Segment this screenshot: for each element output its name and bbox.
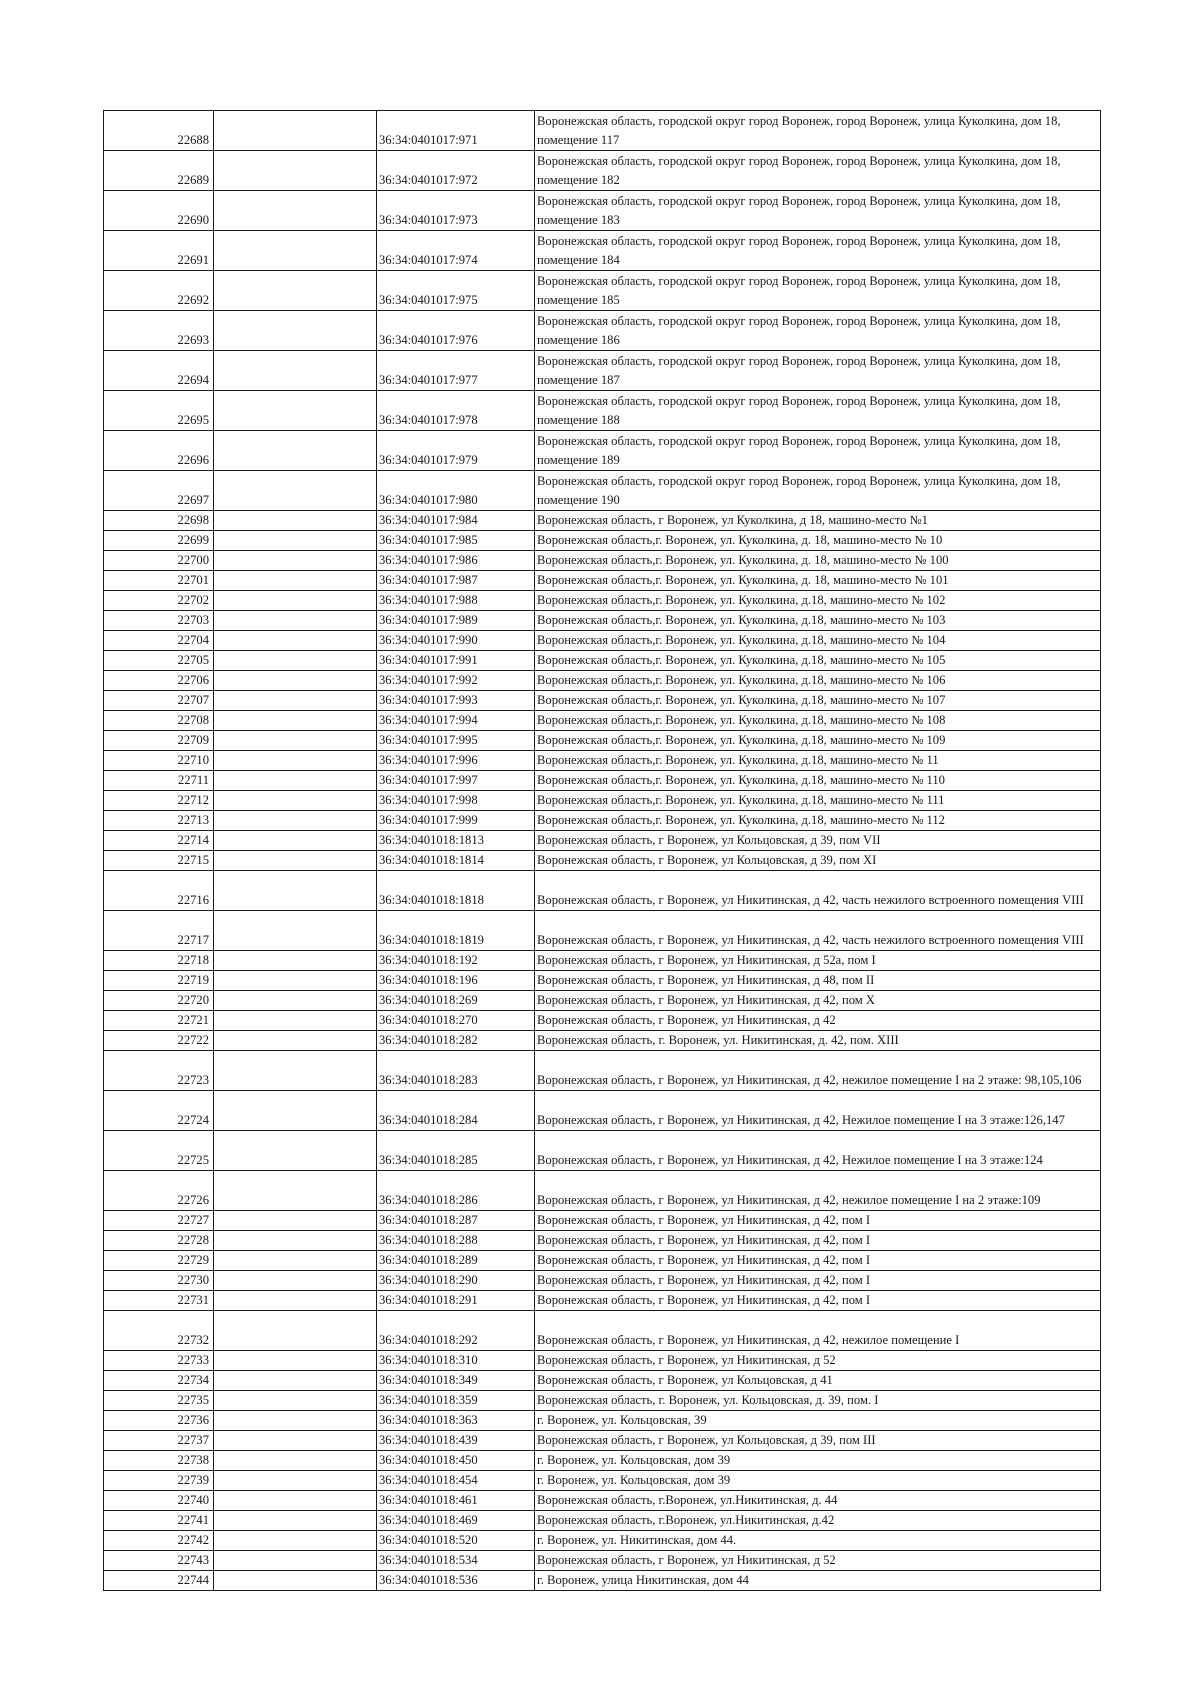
table-row — [104, 1051, 1101, 1091]
empty-cell — [214, 1091, 377, 1131]
cadastral-number-cell: 36:34:0401017:979 — [377, 431, 535, 471]
row-number-cell: 22735 — [104, 1391, 214, 1411]
address-cell: Воронежская область, г Воронеж, ул Никитинская, д 42, пом I — [535, 1271, 1101, 1291]
cadastral-number-cell: 36:34:0401017:977 — [377, 351, 535, 391]
empty-cell — [214, 871, 377, 911]
address-cell: Воронежская область, городской округ город Воронеж, город Воронеж, улица Куколкина, дом 18, помещение 117 — [535, 111, 1101, 151]
table-row — [104, 1011, 1101, 1031]
cadastral-number-cell: 36:34:0401017:978 — [377, 391, 535, 431]
cadastral-number-cell: 36:34:0401017:984 — [377, 511, 535, 531]
empty-cell — [214, 1011, 377, 1031]
address-cell: Воронежская область, г Воронеж, ул Кольцовская, д 41 — [535, 1371, 1101, 1391]
cadastral-number-cell: 36:34:0401017:971 — [377, 111, 535, 151]
empty-cell — [214, 111, 377, 151]
row-number-cell: 22691 — [104, 231, 214, 271]
empty-cell — [214, 271, 377, 311]
address-cell: Воронежская область, г Воронеж, ул Никитинская, д 42, пом I — [535, 1291, 1101, 1311]
address-cell: Воронежская область, г Воронеж, ул Кольцовская, д 39, пом VII — [535, 831, 1101, 851]
cadastral-number-cell: 36:34:0401018:284 — [377, 1091, 535, 1131]
cadastral-number-cell: 36:34:0401018:450 — [377, 1451, 535, 1471]
cadastral-number-cell: 36:34:0401018:285 — [377, 1131, 535, 1171]
address-cell: Воронежская область,г. Воронеж, ул. Куколкина, д.18, машино-место № 111 — [535, 791, 1101, 811]
empty-cell — [214, 1171, 377, 1211]
empty-cell — [214, 651, 377, 671]
cadastral-number-cell: 36:34:0401018:196 — [377, 971, 535, 991]
cadastral-number-cell: 36:34:0401018:454 — [377, 1471, 535, 1491]
table-row — [104, 1431, 1101, 1451]
cadastral-number-cell: 36:34:0401018:1818 — [377, 871, 535, 911]
table-row — [104, 1491, 1101, 1511]
row-number-cell: 22705 — [104, 651, 214, 671]
empty-cell — [214, 1031, 377, 1051]
empty-cell — [214, 311, 377, 351]
address-cell: Воронежская область,г. Воронеж, ул. Куколкина, д. 18, машино-место № 101 — [535, 571, 1101, 591]
row-number-cell: 22722 — [104, 1031, 214, 1051]
cadastral-number-cell: 36:34:0401017:993 — [377, 691, 535, 711]
table-row — [104, 971, 1101, 991]
cadastral-number-cell: 36:34:0401018:349 — [377, 1371, 535, 1391]
address-cell: Воронежская область, г Воронеж, ул Кольцовская, д 39, пом XI — [535, 851, 1101, 871]
table-row — [104, 951, 1101, 971]
empty-cell — [214, 1231, 377, 1251]
address-cell: г. Воронеж, ул. Кольцовская, дом 39 — [535, 1471, 1101, 1491]
address-cell: Воронежская область, г Воронеж, ул Никитинская, д 42, пом X — [535, 991, 1101, 1011]
empty-cell — [214, 851, 377, 871]
cadastral-number-cell: 36:34:0401017:985 — [377, 531, 535, 551]
address-cell: Воронежская область,г. Воронеж, ул. Куколкина, д.18, машино-место № 112 — [535, 811, 1101, 831]
row-number-cell: 22741 — [104, 1511, 214, 1531]
table-row — [104, 111, 1101, 151]
cadastral-number-cell: 36:34:0401018:282 — [377, 1031, 535, 1051]
cadastral-number-cell: 36:34:0401017:999 — [377, 811, 535, 831]
cadastral-number-cell: 36:34:0401018:363 — [377, 1411, 535, 1431]
table-row — [104, 1251, 1101, 1271]
row-number-cell: 22724 — [104, 1091, 214, 1131]
row-number-cell: 22702 — [104, 591, 214, 611]
address-cell: Воронежская область,г. Воронеж, ул. Куколкина, д.18, машино-место № 102 — [535, 591, 1101, 611]
cadastral-number-cell: 36:34:0401017:973 — [377, 191, 535, 231]
empty-cell — [214, 1551, 377, 1571]
address-cell: Воронежская область, г.Воронеж, ул.Никитинская, д. 44 — [535, 1491, 1101, 1511]
table-row — [104, 691, 1101, 711]
row-number-cell: 22736 — [104, 1411, 214, 1431]
cadastral-number-cell: 36:34:0401018:192 — [377, 951, 535, 971]
cadastral-number-cell: 36:34:0401017:996 — [377, 751, 535, 771]
table-row — [104, 1531, 1101, 1551]
table-row — [104, 271, 1101, 311]
address-cell: Воронежская область,г. Воронеж, ул. Куколкина, д.18, машино-место № 104 — [535, 631, 1101, 651]
table-row — [104, 631, 1101, 651]
row-number-cell: 22726 — [104, 1171, 214, 1211]
row-number-cell: 22698 — [104, 511, 214, 531]
empty-cell — [214, 531, 377, 551]
empty-cell — [214, 391, 377, 431]
address-cell: Воронежская область, г Воронеж, ул Никитинская, д 42, часть нежилого встроенного помещения VIII — [535, 911, 1101, 951]
table-row — [104, 731, 1101, 751]
empty-cell — [214, 751, 377, 771]
empty-cell — [214, 1271, 377, 1291]
row-number-cell: 22704 — [104, 631, 214, 651]
row-number-cell: 22701 — [104, 571, 214, 591]
empty-cell — [214, 1531, 377, 1551]
address-cell: Воронежская область, г. Воронеж, ул. Кольцовская, д. 39, пом. I — [535, 1391, 1101, 1411]
table-row — [104, 811, 1101, 831]
table-row — [104, 711, 1101, 731]
empty-cell — [214, 1291, 377, 1311]
cadastral-number-cell: 36:34:0401018:288 — [377, 1231, 535, 1251]
cadastral-number-cell: 36:34:0401017:975 — [377, 271, 535, 311]
address-cell: Воронежская область, г Воронеж, ул Никитинская, д 52 — [535, 1351, 1101, 1371]
address-cell: Воронежская область, г Воронеж, ул Никитинская, д 52 — [535, 1551, 1101, 1571]
cadastral-number-cell: 36:34:0401018:534 — [377, 1551, 535, 1571]
table-row — [104, 1391, 1101, 1411]
cadastral-number-cell: 36:34:0401017:974 — [377, 231, 535, 271]
cadastral-number-cell: 36:34:0401017:998 — [377, 791, 535, 811]
empty-cell — [214, 691, 377, 711]
cadastral-number-cell: 36:34:0401018:292 — [377, 1311, 535, 1351]
cadastral-number-cell: 36:34:0401018:269 — [377, 991, 535, 1011]
row-number-cell: 22719 — [104, 971, 214, 991]
cadastral-number-cell: 36:34:0401018:286 — [377, 1171, 535, 1211]
cadastral-number-cell: 36:34:0401018:469 — [377, 1511, 535, 1531]
row-number-cell: 22733 — [104, 1351, 214, 1371]
table-row — [104, 611, 1101, 631]
cadastral-number-cell: 36:34:0401017:980 — [377, 471, 535, 511]
table-row — [104, 431, 1101, 471]
table-row — [104, 151, 1101, 191]
row-number-cell: 22730 — [104, 1271, 214, 1291]
address-cell: Воронежская область, городской округ город Воронеж, город Воронеж, улица Куколкина, дом 18, помещение 190 — [535, 471, 1101, 511]
row-number-cell: 22727 — [104, 1211, 214, 1231]
row-number-cell: 22716 — [104, 871, 214, 911]
row-number-cell: 22707 — [104, 691, 214, 711]
empty-cell — [214, 571, 377, 591]
table-row — [104, 231, 1101, 271]
cadastral-number-cell: 36:34:0401017:992 — [377, 671, 535, 691]
row-number-cell: 22729 — [104, 1251, 214, 1271]
address-cell: Воронежская область, г Воронеж, ул Никитинская, д 42, Нежилое помещение I на 3 этаже:126,147 — [535, 1091, 1101, 1131]
cadastral-number-cell: 36:34:0401017:972 — [377, 151, 535, 191]
address-cell: Воронежская область, г Воронеж, ул Никитинская, д 42, нежилое помещение I на 2 этаже:109 — [535, 1171, 1101, 1211]
address-cell: Воронежская область, г Воронеж, ул Никитинская, д 42, нежилое помещение I — [535, 1311, 1101, 1351]
empty-cell — [214, 1311, 377, 1351]
empty-cell — [214, 1371, 377, 1391]
address-cell: г. Воронеж, ул. Кольцовская, 39 — [535, 1411, 1101, 1431]
cadastral-number-cell: 36:34:0401018:1814 — [377, 851, 535, 871]
empty-cell — [214, 991, 377, 1011]
address-cell: Воронежская область,г. Воронеж, ул. Куколкина, д.18, машино-место № 103 — [535, 611, 1101, 631]
row-number-cell: 22695 — [104, 391, 214, 431]
row-number-cell: 22709 — [104, 731, 214, 751]
row-number-cell: 22721 — [104, 1011, 214, 1031]
row-number-cell: 22734 — [104, 1371, 214, 1391]
address-cell: Воронежская область, г Воронеж, ул Никитинская, д 42 — [535, 1011, 1101, 1031]
empty-cell — [214, 771, 377, 791]
row-number-cell: 22731 — [104, 1291, 214, 1311]
table-row — [104, 1131, 1101, 1171]
address-cell: Воронежская область, г. Воронеж, ул. Никитинская, д. 42, пом. XIII — [535, 1031, 1101, 1051]
row-number-cell: 22728 — [104, 1231, 214, 1251]
table-row — [104, 311, 1101, 351]
table-row — [104, 1351, 1101, 1371]
empty-cell — [214, 1511, 377, 1531]
cadastral-number-cell: 36:34:0401018:439 — [377, 1431, 535, 1451]
table-row — [104, 1551, 1101, 1571]
address-cell: Воронежская область, городской округ город Воронеж, город Воронеж, улица Куколкина, дом 18, помещение 185 — [535, 271, 1101, 311]
empty-cell — [214, 711, 377, 731]
table-row — [104, 351, 1101, 391]
table-row — [104, 471, 1101, 511]
cadastral-number-cell: 36:34:0401018:289 — [377, 1251, 535, 1271]
row-number-cell: 22714 — [104, 831, 214, 851]
table-row — [104, 1211, 1101, 1231]
empty-cell — [214, 1411, 377, 1431]
empty-cell — [214, 231, 377, 271]
table-row — [104, 671, 1101, 691]
address-cell: Воронежская область,г. Воронеж, ул. Куколкина, д. 18, машино-место № 10 — [535, 531, 1101, 551]
cadastral-number-cell: 36:34:0401018:291 — [377, 1291, 535, 1311]
table-row — [104, 1031, 1101, 1051]
cadastral-number-cell: 36:34:0401017:995 — [377, 731, 535, 751]
cadastral-number-cell: 36:34:0401017:994 — [377, 711, 535, 731]
table-row — [104, 911, 1101, 951]
row-number-cell: 22690 — [104, 191, 214, 231]
empty-cell — [214, 1471, 377, 1491]
empty-cell — [214, 191, 377, 231]
address-cell: Воронежская область, городской округ город Воронеж, город Воронеж, улица Куколкина, дом 18, помещение 184 — [535, 231, 1101, 271]
row-number-cell: 22688 — [104, 111, 214, 151]
address-cell: Воронежская область, г.Воронеж, ул.Никитинская, д.42 — [535, 1511, 1101, 1531]
address-cell: Воронежская область, г Воронеж, ул Никитинская, д 42, пом I — [535, 1211, 1101, 1231]
row-number-cell: 22699 — [104, 531, 214, 551]
table-row — [104, 1171, 1101, 1211]
empty-cell — [214, 431, 377, 471]
address-cell: Воронежская область, городской округ город Воронеж, город Воронеж, улица Куколкина, дом 18, помещение 183 — [535, 191, 1101, 231]
address-cell: Воронежская область,г. Воронеж, ул. Куколкина, д.18, машино-место № 105 — [535, 651, 1101, 671]
empty-cell — [214, 631, 377, 651]
cadastral-registry-table — [103, 110, 1101, 1591]
row-number-cell: 22717 — [104, 911, 214, 951]
row-number-cell: 22732 — [104, 1311, 214, 1351]
table-row — [104, 1371, 1101, 1391]
cadastral-number-cell: 36:34:0401017:989 — [377, 611, 535, 631]
row-number-cell: 22715 — [104, 851, 214, 871]
table-row — [104, 531, 1101, 551]
address-cell: Воронежская область, г Воронеж, ул Никитинская, д 42, нежилое помещение I на 2 этаже: 98,105,106 — [535, 1051, 1101, 1091]
address-cell: Воронежская область, г Воронеж, ул Кольцовская, д 39, пом III — [535, 1431, 1101, 1451]
address-cell: Воронежская область, г Воронеж, ул Никитинская, д 52а, пом I — [535, 951, 1101, 971]
table-row — [104, 191, 1101, 231]
table-row — [104, 1231, 1101, 1251]
table-row — [104, 751, 1101, 771]
row-number-cell: 22718 — [104, 951, 214, 971]
cadastral-number-cell: 36:34:0401018:283 — [377, 1051, 535, 1091]
empty-cell — [214, 831, 377, 851]
table-row — [104, 831, 1101, 851]
row-number-cell: 22723 — [104, 1051, 214, 1091]
cadastral-number-cell: 36:34:0401017:990 — [377, 631, 535, 651]
table-row — [104, 851, 1101, 871]
empty-cell — [214, 911, 377, 951]
row-number-cell: 22740 — [104, 1491, 214, 1511]
table-row — [104, 1451, 1101, 1471]
table-row — [104, 591, 1101, 611]
table-row — [104, 1291, 1101, 1311]
empty-cell — [214, 1391, 377, 1411]
row-number-cell: 22713 — [104, 811, 214, 831]
table-row — [104, 991, 1101, 1011]
address-cell: г. Воронеж, ул. Никитинская, дом 44. — [535, 1531, 1101, 1551]
cadastral-number-cell: 36:34:0401017:988 — [377, 591, 535, 611]
address-cell: Воронежская область,г. Воронеж, ул. Куколкина, д.18, машино-место № 106 — [535, 671, 1101, 691]
table-row — [104, 871, 1101, 911]
address-cell: Воронежская область,г. Воронеж, ул. Куколкина, д.18, машино-место № 11 — [535, 751, 1101, 771]
cadastral-number-cell: 36:34:0401017:986 — [377, 551, 535, 571]
empty-cell — [214, 811, 377, 831]
empty-cell — [214, 151, 377, 191]
address-cell: Воронежская область,г. Воронеж, ул. Куколкина, д.18, машино-место № 108 — [535, 711, 1101, 731]
address-cell: Воронежская область, г Воронеж, ул Куколкина, д 18, машино-место №1 — [535, 511, 1101, 531]
row-number-cell: 22700 — [104, 551, 214, 571]
row-number-cell: 22694 — [104, 351, 214, 391]
address-cell: Воронежская область, городской округ город Воронеж, город Воронеж, улица Куколкина, дом 18, помещение 187 — [535, 351, 1101, 391]
empty-cell — [214, 1431, 377, 1451]
empty-cell — [214, 1211, 377, 1231]
cadastral-number-cell: 36:34:0401018:270 — [377, 1011, 535, 1031]
cadastral-number-cell: 36:34:0401018:310 — [377, 1351, 535, 1371]
address-cell: Воронежская область, г Воронеж, ул Никитинская, д 42, пом I — [535, 1231, 1101, 1251]
empty-cell — [214, 351, 377, 391]
cadastral-number-cell: 36:34:0401018:536 — [377, 1571, 535, 1591]
empty-cell — [214, 1051, 377, 1091]
empty-cell — [214, 951, 377, 971]
address-cell: Воронежская область, городской округ город Воронеж, город Воронеж, улица Куколкина, дом 18, помещение 182 — [535, 151, 1101, 191]
table-row — [104, 791, 1101, 811]
empty-cell — [214, 511, 377, 531]
registry-table-body — [104, 111, 1101, 1591]
address-cell: Воронежская область,г. Воронеж, ул. Куколкина, д.18, машино-место № 107 — [535, 691, 1101, 711]
empty-cell — [214, 1451, 377, 1471]
empty-cell — [214, 551, 377, 571]
empty-cell — [214, 591, 377, 611]
table-row — [104, 1571, 1101, 1591]
table-row — [104, 571, 1101, 591]
row-number-cell: 22693 — [104, 311, 214, 351]
row-number-cell: 22703 — [104, 611, 214, 631]
row-number-cell: 22697 — [104, 471, 214, 511]
cadastral-number-cell: 36:34:0401018:290 — [377, 1271, 535, 1291]
row-number-cell: 22742 — [104, 1531, 214, 1551]
address-cell: Воронежская область,г. Воронеж, ул. Куколкина, д. 18, машино-место № 100 — [535, 551, 1101, 571]
table-row — [104, 1271, 1101, 1291]
row-number-cell: 22706 — [104, 671, 214, 691]
cadastral-number-cell: 36:34:0401018:520 — [377, 1531, 535, 1551]
cadastral-number-cell: 36:34:0401017:987 — [377, 571, 535, 591]
table-row — [104, 1471, 1101, 1491]
row-number-cell: 22710 — [104, 751, 214, 771]
table-row — [104, 771, 1101, 791]
row-number-cell: 22739 — [104, 1471, 214, 1491]
empty-cell — [214, 791, 377, 811]
row-number-cell: 22711 — [104, 771, 214, 791]
table-row — [104, 391, 1101, 431]
empty-cell — [214, 1131, 377, 1171]
cadastral-number-cell: 36:34:0401018:359 — [377, 1391, 535, 1411]
table-row — [104, 1511, 1101, 1531]
row-number-cell: 22743 — [104, 1551, 214, 1571]
cadastral-number-cell: 36:34:0401017:997 — [377, 771, 535, 791]
row-number-cell: 22708 — [104, 711, 214, 731]
cadastral-number-cell: 36:34:0401018:1813 — [377, 831, 535, 851]
empty-cell — [214, 471, 377, 511]
address-cell: г. Воронеж, ул. Кольцовская, дом 39 — [535, 1451, 1101, 1471]
table-row — [104, 1091, 1101, 1131]
empty-cell — [214, 611, 377, 631]
row-number-cell: 22689 — [104, 151, 214, 191]
table-row — [104, 551, 1101, 571]
empty-cell — [214, 1351, 377, 1371]
empty-cell — [214, 731, 377, 751]
empty-cell — [214, 971, 377, 991]
address-cell: Воронежская область, городской округ город Воронеж, город Воронеж, улица Куколкина, дом 18, помещение 186 — [535, 311, 1101, 351]
cadastral-number-cell: 36:34:0401018:287 — [377, 1211, 535, 1231]
cadastral-number-cell: 36:34:0401017:976 — [377, 311, 535, 351]
row-number-cell: 22712 — [104, 791, 214, 811]
address-cell: Воронежская область, г Воронеж, ул Никитинская, д 48, пом II — [535, 971, 1101, 991]
row-number-cell: 22692 — [104, 271, 214, 311]
table-row — [104, 1411, 1101, 1431]
address-cell: Воронежская область, г Воронеж, ул Никитинская, д 42, часть нежилого встроенного помещения VIII — [535, 871, 1101, 911]
table-row — [104, 1311, 1101, 1351]
empty-cell — [214, 671, 377, 691]
address-cell: Воронежская область, городской округ город Воронеж, город Воронеж, улица Куколкина, дом 18, помещение 188 — [535, 391, 1101, 431]
row-number-cell: 22696 — [104, 431, 214, 471]
row-number-cell: 22744 — [104, 1571, 214, 1591]
row-number-cell: 22737 — [104, 1431, 214, 1451]
address-cell: Воронежская область, городской округ город Воронеж, город Воронеж, улица Куколкина, дом 18, помещение 189 — [535, 431, 1101, 471]
document-page — [103, 110, 1100, 1591]
empty-cell — [214, 1491, 377, 1511]
row-number-cell: 22738 — [104, 1451, 214, 1471]
address-cell: Воронежская область, г Воронеж, ул Никитинская, д 42, Нежилое помещение I на 3 этаже:124 — [535, 1131, 1101, 1171]
table-row — [104, 511, 1101, 531]
address-cell: Воронежская область, г Воронеж, ул Никитинская, д 42, пом I — [535, 1251, 1101, 1271]
empty-cell — [214, 1251, 377, 1271]
empty-cell — [214, 1571, 377, 1591]
address-cell: Воронежская область,г. Воронеж, ул. Куколкина, д.18, машино-место № 109 — [535, 731, 1101, 751]
cadastral-number-cell: 36:34:0401018:461 — [377, 1491, 535, 1511]
cadastral-number-cell: 36:34:0401017:991 — [377, 651, 535, 671]
row-number-cell: 22720 — [104, 991, 214, 1011]
address-cell: г. Воронеж, улица Никитинская, дом 44 — [535, 1571, 1101, 1591]
address-cell: Воронежская область,г. Воронеж, ул. Куколкина, д.18, машино-место № 110 — [535, 771, 1101, 791]
table-row — [104, 651, 1101, 671]
row-number-cell: 22725 — [104, 1131, 214, 1171]
cadastral-number-cell: 36:34:0401018:1819 — [377, 911, 535, 951]
